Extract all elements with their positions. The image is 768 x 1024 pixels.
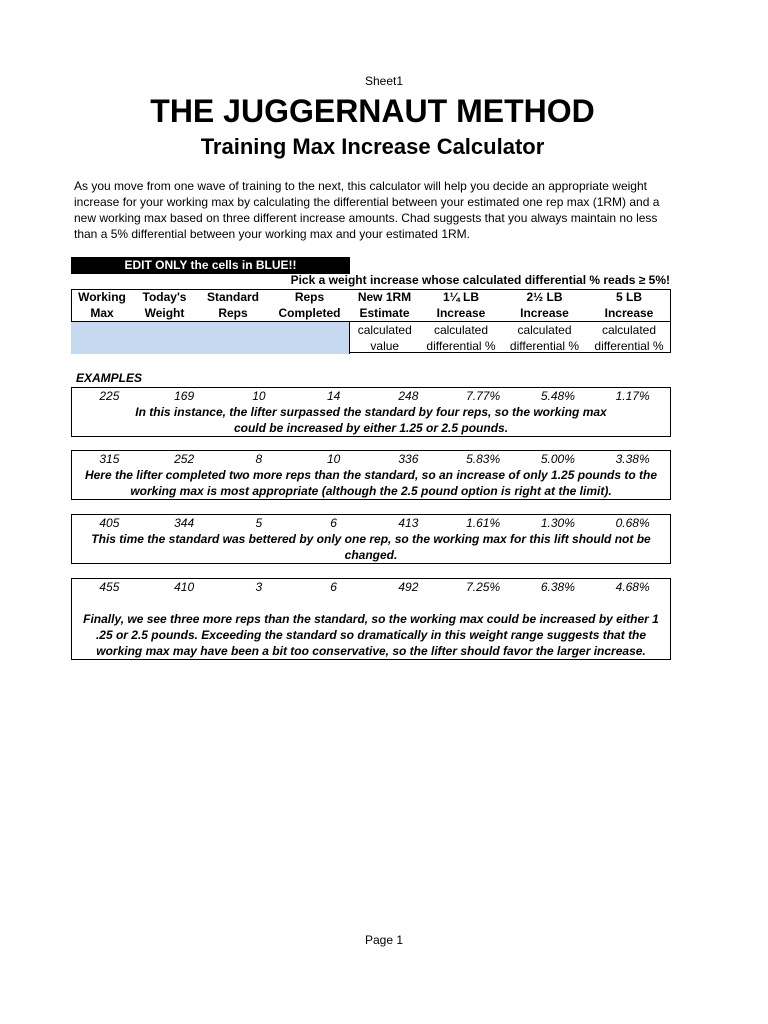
header-row-1	[71, 289, 671, 305]
example-value: 169	[174, 389, 195, 403]
header-cell: Increase	[520, 306, 569, 320]
standard-reps-input[interactable]	[196, 322, 270, 339]
header-cell: Estimate	[359, 306, 410, 320]
example-value: 8	[255, 452, 263, 466]
example-box	[71, 450, 671, 500]
todays-weight-input[interactable]	[133, 322, 196, 339]
example-value: 5.48%	[540, 389, 575, 403]
header-cell: Reps	[218, 306, 248, 320]
header-cell: Weight	[144, 306, 185, 320]
example-value: 5.83%	[466, 452, 501, 466]
calc-cell: differential %	[426, 339, 496, 353]
example-value: 10	[252, 389, 266, 403]
example-value: 4.68%	[615, 580, 650, 594]
example-value: 14	[326, 389, 341, 403]
spacer	[72, 595, 670, 611]
example-value: 225	[99, 389, 120, 403]
calc-cell: value	[370, 339, 400, 353]
header-cell: 1¼ LB	[442, 290, 479, 304]
example-value: 7.77%	[466, 389, 501, 403]
example-value: 6	[330, 516, 337, 530]
page-title: THE JUGGERNAUT METHOD	[150, 93, 595, 129]
example-value: 6.38%	[540, 580, 575, 594]
example-box	[71, 514, 671, 564]
header-cell: Reps	[294, 290, 325, 304]
example-value: 5.00%	[540, 452, 575, 466]
calculator-table	[71, 289, 671, 354]
example-value: 405	[99, 516, 120, 530]
example-value: 336	[398, 452, 419, 466]
page-subtitle: Training Max Increase Calculator	[200, 134, 545, 159]
example-value: 252	[174, 452, 195, 466]
intro-paragraph: As you move from one wave of training to the next, this calculator will help you decide an appropriate weight increase for your working max by calculating the differential between your estimated one rep max (1RM) and a new working max based on three different increase amounts. Chad suggests that you always maintain no less than a 5% differential between your working max and your estimated 1RM.	[74, 179, 660, 241]
page-number: Page 1	[364, 933, 404, 947]
header-cell: Standard	[206, 290, 259, 304]
header-cell: Increase	[436, 306, 486, 320]
example-value: 413	[398, 516, 419, 530]
example-value: 344	[174, 516, 195, 530]
examples-label: EXAMPLES	[76, 371, 143, 385]
example-note: This time the standard was bettered by only one rep, so the working max for this lift should not be changed.	[91, 532, 651, 562]
header-cell: New 1RM	[357, 290, 412, 304]
calc-cell: differential %	[509, 339, 580, 353]
sheet-name: Sheet1	[364, 74, 404, 88]
header-row-2	[71, 305, 671, 322]
example-value: 455	[99, 580, 120, 594]
example-value: 3	[255, 580, 263, 594]
example-box	[71, 578, 671, 660]
example-value: 248	[398, 389, 419, 403]
example-note: In this instance, the lifter surpassed the standard by four reps, so the working max could be increased by either 1.25 or 2.5 pounds.	[135, 405, 607, 435]
input-row-1	[71, 322, 671, 339]
example-value: 1.30%	[540, 516, 575, 530]
example-note: Here the lifter completed two more reps than the standard, so an increase of only 1.25 pounds to the working max is most appropriate (although the 2.5 pound option is right at the limit).	[84, 468, 658, 498]
example-values-row	[72, 579, 670, 595]
standard-reps-input-lower[interactable]	[196, 338, 270, 354]
calc-cell: calculated	[502, 322, 587, 339]
header-cell: Completed	[278, 306, 341, 320]
header-cell: 2½ LB	[526, 290, 563, 304]
header-cell: Increase	[604, 306, 654, 320]
header-cell: Max	[90, 306, 114, 320]
example-value: 1.61%	[466, 516, 501, 530]
calc-cell: calculated	[420, 322, 502, 339]
working-max-input-lower[interactable]	[71, 338, 133, 354]
example-value: 3.38%	[615, 452, 650, 466]
example-note: Finally, we see three more reps than the standard, so the working max could be increased by either 1 .25 or 2.5 pounds. Exceeding the standard so dramatically in this weight range suggests that the working max may have been a bit too conservative, so the lifter should favor the larger increase.	[83, 612, 659, 658]
working-max-input[interactable]	[71, 322, 133, 339]
example-values-row	[72, 388, 670, 404]
header-cell: Today's	[142, 290, 187, 304]
todays-weight-input-lower[interactable]	[133, 338, 196, 354]
example-value: 7.25%	[466, 580, 501, 594]
example-value: 6	[330, 580, 337, 594]
example-value: 5	[255, 516, 263, 530]
pick-note: Pick a weight increase whose calculated differential % reads ≥ 5%!	[290, 273, 670, 287]
example-values-row	[72, 451, 670, 467]
calc-cell: calculated	[349, 322, 420, 339]
header-cell: Working	[78, 290, 126, 304]
reps-completed-input[interactable]	[270, 322, 349, 339]
edit-banner: EDIT ONLY the cells in BLUE!!	[71, 257, 350, 274]
reps-completed-input-lower[interactable]	[270, 338, 349, 354]
example-box	[71, 387, 671, 437]
example-value: 10	[326, 452, 341, 466]
example-value: 1.17%	[615, 389, 650, 403]
input-row-2	[71, 338, 671, 354]
example-values-row	[72, 515, 670, 531]
example-value: 315	[99, 452, 120, 466]
example-value: 410	[174, 580, 195, 594]
calc-cell: calculated	[587, 322, 671, 339]
calc-cell: differential %	[594, 339, 664, 353]
header-cell: 5 LB	[615, 290, 642, 304]
example-value: 492	[398, 580, 419, 594]
example-value: 0.68%	[615, 516, 650, 530]
